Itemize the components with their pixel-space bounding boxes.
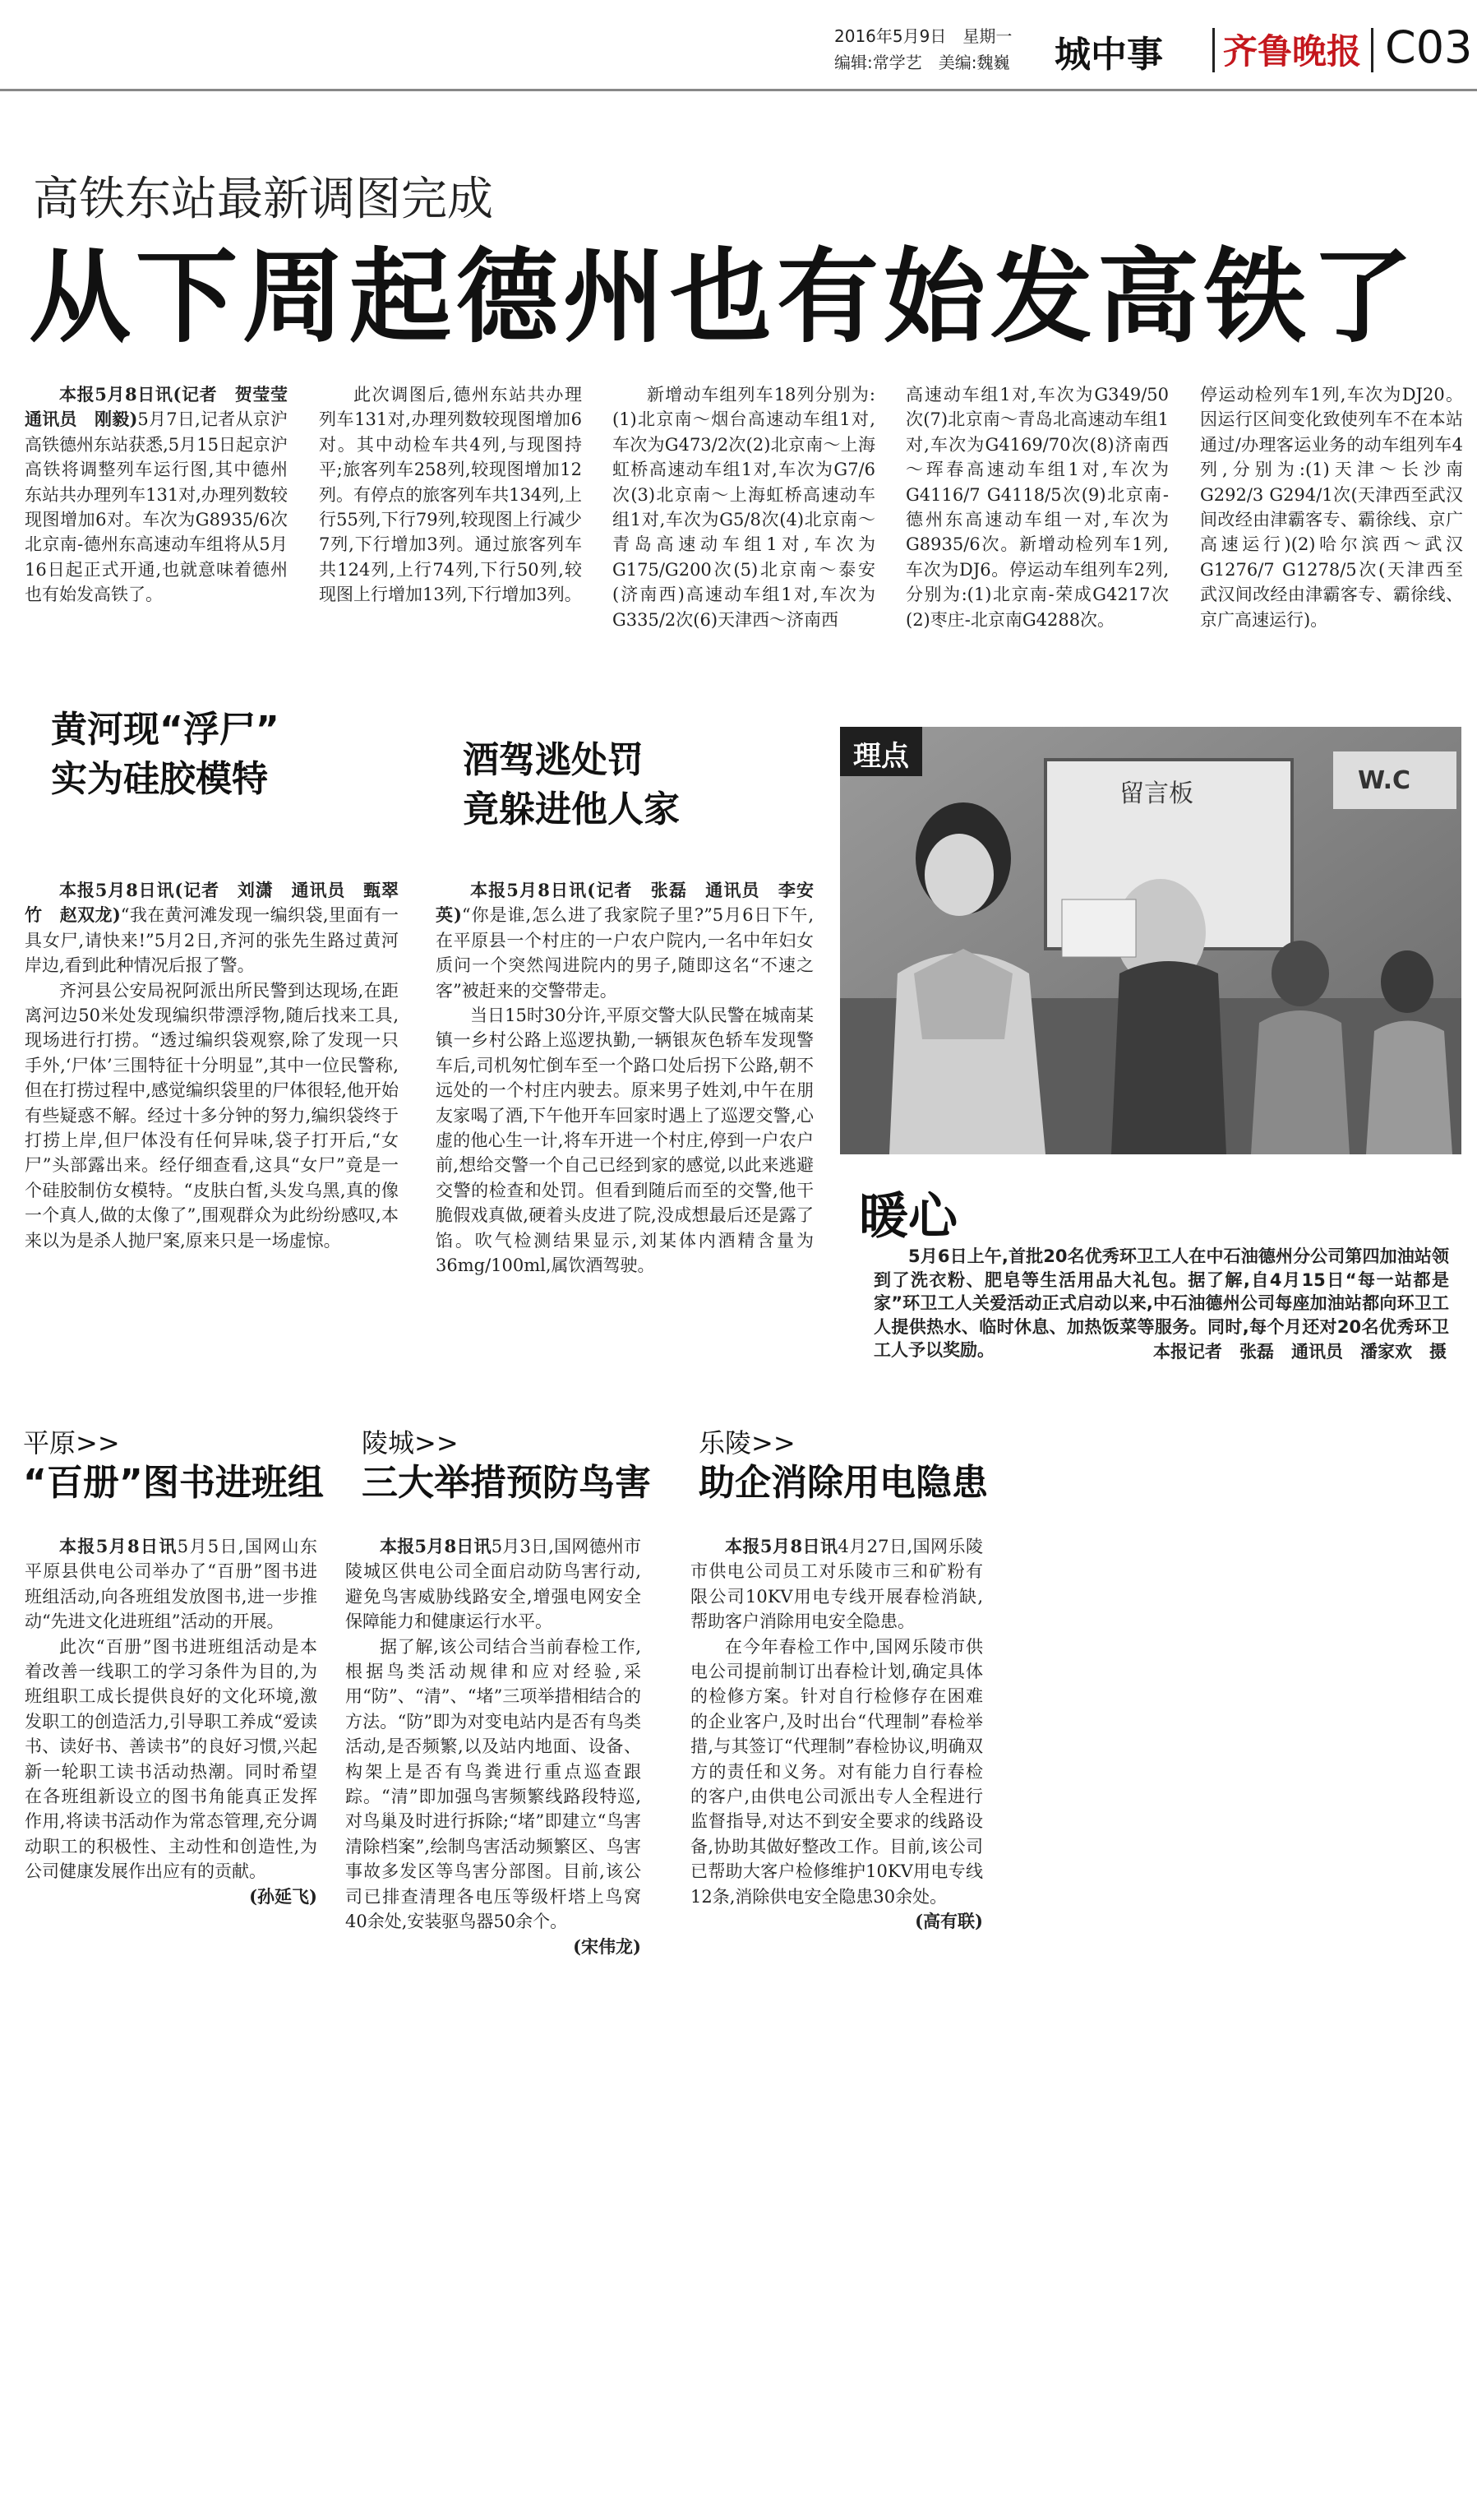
lead-column-5 — [1200, 382, 1463, 662]
story-body-yellow-river — [25, 878, 399, 1388]
story-text: “你是谁,怎么进了我家院子里?”5月6日下午,在平原县一个村庄的一户农户院内,一名中年妇女质问一个突然闯进院内的男子,随即这名“不速之客”被赶来的交警带走。 — [436, 905, 814, 1001]
lead-column-3 — [612, 382, 875, 662]
issue-date: 2016年5月9日 星期一 — [834, 26, 1013, 46]
brief-text: 5月3日,国网德州市陵城区供电公司全面启动防鸟害行动,避免鸟害威胁线路安全,增强电网安全保障能力和健康运行水平。 — [345, 1537, 641, 1632]
section-name: 城中事 — [1055, 34, 1163, 76]
brief-signature: (高有联) — [915, 1911, 983, 1932]
lead-column-2 — [319, 382, 582, 662]
lead-text: 新增动车组列车18列分别为:(1)北京南～烟台高速动车组1对,车次为G473/2次(2)北京南～上海虹桥高速动车组1对,车次为G7/6次(3)北京南～上海虹桥高速动车组1对,车次为G5/8次(4)北京南～青岛高速动车组1对,车次为G175/G200次(5)北京南～泰安(济南西)高速动车组1对,车次为G335/2次(6)天津西～济南西 — [612, 385, 875, 630]
brief-text: 5月5日,国网山东平原县供电公司举办了“百册”图书进班组活动,向各班组发放图书,进一步推动“先进文化进班组”活动的开展。 — [25, 1537, 317, 1632]
brief-body-laoling — [690, 1534, 983, 2011]
title-line: 黄河现“浮尸” — [51, 709, 279, 751]
photo-board-text: 留言板 — [1119, 779, 1193, 808]
lead-byline: 本报5月8日讯(记者 贺莹莹 通讯员 刚毅) — [25, 384, 305, 430]
page-number: C03 — [1385, 21, 1473, 73]
brief-byline: 本报5月8日讯 — [725, 1536, 838, 1556]
story-byline: 本报5月8日讯(记者 刘潇 通讯员 甄翠竹 赵双龙) — [25, 880, 399, 926]
photo-caption: 5月6日上午,首批20名优秀环卫工人在中石油德州分公司第四加油站领到了洗衣粉、肥皂等生活用品大礼包。据了解,自4月15日“每一站都是家”环卫工人关爱活动正式启动以来,中石油德州公司每座加油站都向环卫工人提供热水、临时休息、加热饭菜等服务。同时,每个月还对20名优秀环卫工人予以奖励。 — [874, 1246, 1449, 1360]
newspaper-logo: 齐鲁晚报 — [1223, 31, 1362, 72]
title-line: 竟躲进他人家 — [463, 788, 680, 830]
brief-text: 据了解,该公司结合当前春检工作,根据鸟类活动规律和应对经验,采用“防”、“清”、“堵”三项举措相结合的方法。“防”即为对变电站内是否有鸟类活动,是否频繁,以及站内地面、设备、构架上是否有鸟粪进行重点巡查跟踪。“清”即加强鸟害频繁线路段特巡,对鸟巢及时进行拆除;“堵”即建立“鸟害清除档案”,绘制鸟害活动频繁区、鸟害事故多发区等鸟害分部图。目前,该公司已排查清理各电压等级杆塔上鸟窝40余处,安装驱鸟器50余个。 — [345, 1636, 641, 1932]
brief-title-laoling: 助企消除用电隐患 — [699, 1462, 988, 1504]
masthead — [0, 0, 1477, 90]
story-title-yellow-river — [51, 705, 279, 804]
title-line: 酒驾逃处罚 — [463, 739, 644, 781]
title-line: 实为硅胶模特 — [51, 758, 268, 800]
lead-headline: 从下周起德州也有始发高铁了 — [29, 238, 1419, 357]
news-photo — [840, 727, 1461, 1154]
story-body-drunk-driving — [436, 878, 814, 1388]
brief-body-pingyuan — [25, 1534, 317, 2011]
lead-text: 5月7日,记者从京沪高铁德州东站获悉,5月15日起京沪高铁将调整列车运行图,其中德州东站共办理列车131对,办理列数较现图增加6对。车次为G8935/6次北京南-德州东高速动车组将从5月16日起正式开通,也就意味着德州也有始发高铁了。 — [25, 409, 288, 605]
lead-text: 停运动检列车1列,车次为DJ20。因运行区间变化致使列车不在本站通过/办理客运业务的动车组列车4列,分别为:(1)天津～长沙南G292/3 G294/1次(天津西至武汉间改经由津霸客专、霸徐线、京广高速运行)(2)哈尔滨西～武汉G1276/7 G1278/5次(天津西至武汉间改经由津霸客专、霸徐线、京广高速运行)。 — [1200, 385, 1463, 630]
brief-location-laoling: 乐陵>> — [699, 1427, 796, 1459]
brief-title-pingyuan: “百册”图书进班组 — [23, 1462, 324, 1504]
brief-text: 此次“百册”图书进班组活动是本着改善一线职工的学习条件为目的,为班组职工成长提供良好的文化环境,激发职工的创造活力,引导职工养成“爱读书、读好书、善读书”的良好习惯,兴起新一轮职工读书活动热潮。同时希望在各班组新设立的图书角能真正发挥作用,将读书活动作为常态管理,充分调动职工的积极性、主动性和创造性,为公司健康发展作出应有的贡献。 — [25, 1636, 317, 1882]
brief-body-lingcheng — [345, 1534, 641, 2011]
photo-title: 暖心 — [859, 1188, 958, 1246]
lead-column-1 — [25, 382, 305, 662]
masthead-divider — [1371, 28, 1373, 72]
brief-signature: (宋伟龙) — [573, 1935, 641, 1957]
brief-location-lingcheng: 陵城>> — [362, 1427, 459, 1459]
brief-text: 在今年春检工作中,国网乐陵市供电公司提前制订出春检计划,确定具体的检修方案。针对自行检修存在困难的企业客户,及时出台“代理制”春检举措,与其签订“代理制”春检协议,明确双方的责任和义务。对有能力自行春检的客户,由供电公司派出专人全程进行监督指导,对达不到安全要求的线路设备,协助其做好整改工作。目前,该公司已帮助大客户检修维护10KV用电专线12条,消除供电安全隐患30余处。 — [690, 1636, 983, 1907]
header-rule — [0, 89, 1477, 91]
lead-kicker: 高铁东站最新调图完成 — [33, 173, 493, 226]
brief-title-lingcheng: 三大举措预防鸟害 — [362, 1462, 651, 1504]
story-byline: 本报5月8日讯(记者 张磊 通讯员 李安英) — [436, 880, 814, 926]
lead-column-4 — [906, 382, 1169, 662]
brief-byline: 本报5月8日讯 — [380, 1536, 492, 1556]
photo-wc-sign: W.C — [1358, 766, 1411, 795]
masthead-divider — [1212, 28, 1215, 72]
story-title-drunk-driving — [463, 736, 680, 835]
lead-text: 此次调图后,德州东站共办理列车131对,办理列数较现图增加6对。其中动检车共4列,与现图持平;旅客列车258列,较现图增加12列。有停点的旅客列车共134列,上行55列,下行79列,较现图上行减少7列,下行增加3列。通过旅客列车共124列,上行74列,下行50列,较现图上行增加13列,下行增加3列。 — [319, 385, 582, 605]
story-text: “我在黄河滩发现一编织袋,里面有一具女尸,请快来!”5月2日,齐河的张先生路过黄河岸边,看到此种情况后报了警。 — [25, 905, 399, 976]
photo-credit: 本报记者 张磊 通讯员 潘家欢 摄 — [1153, 1342, 1447, 1362]
editor-credits: 编辑:常学艺 美编:魏巍 — [834, 53, 1010, 72]
brief-signature: (孙延飞) — [249, 1885, 317, 1907]
story-text: 齐河县公安局祝阿派出所民警到达现场,在距离河边50米处发现编织带漂浮物,随后找来工具,现场进行打捞。“透过编织袋观察,除了发现一只手外,‘尸体’三围特征十分明显”,其中一位民警称,但在打捞过程中,感觉编织袋里的尸体很轻,他开始有些疑惑不解。经过十多分钟的努力,编织袋终于打捞上岸,但尸体没有任何异味,袋子打开后,“女尸”头部露出来。经仔细查看,这具“女尸”竟是一个硅胶制仿女模特。“皮肤白皙,头发乌黑,真的像一个真人,做的太像了”,围观群众为此纷纷感叹,本来以为是杀人抛尸案,原来只是一场虚惊。 — [25, 980, 399, 1251]
lead-text: 高速动车组1对,车次为G349/50次(7)北京南～青岛北高速动车组1对,车次为G4169/70次(8)济南西～珲春高速动车组1对,车次为G4116/7 G4118/5次(9)北京南-德州东高速动车组一对,车次为G8935/6次。新增动检列车1列,车次为DJ6。停运动车组列车2列,分别为:(1)北京南-荣成G4217次(2)枣庄-北京南G4288次。 — [906, 385, 1169, 630]
story-text: 当日15时30分许,平原交警大队民警在城南某镇一乡村公路上巡逻执勤,一辆银灰色轿车发现警车后,司机匆忙倒车至一个路口处后拐下公路,朝不远处的一个村庄内驶去。原来男子姓刘,中午在朋友家喝了酒,下午他开车回家时遇上了巡逻交警,心虚的他心生一计,将车开进一个村庄,停到一户农户前,想给交警一个自己已经到家的感觉,以此来逃避交警的检查和处罚。但看到随后而至的交警,他干脆假戏真做,硬着头皮进了院,没成想最后还是露了馅。吹气检测结果显示,刘某体内酒精含量为36mg/100ml,属饮酒驾驶。 — [436, 1006, 814, 1276]
photo-sign-text: 理点 — [853, 740, 909, 773]
brief-location-pingyuan: 平原>> — [23, 1427, 120, 1459]
brief-text: 4月27日,国网乐陵市供电公司员工对乐陵市三和矿粉有限公司10KV用电专线开展春检消缺,帮助客户消除用电安全隐患。 — [690, 1537, 983, 1632]
brief-byline: 本报5月8日讯 — [59, 1536, 178, 1556]
